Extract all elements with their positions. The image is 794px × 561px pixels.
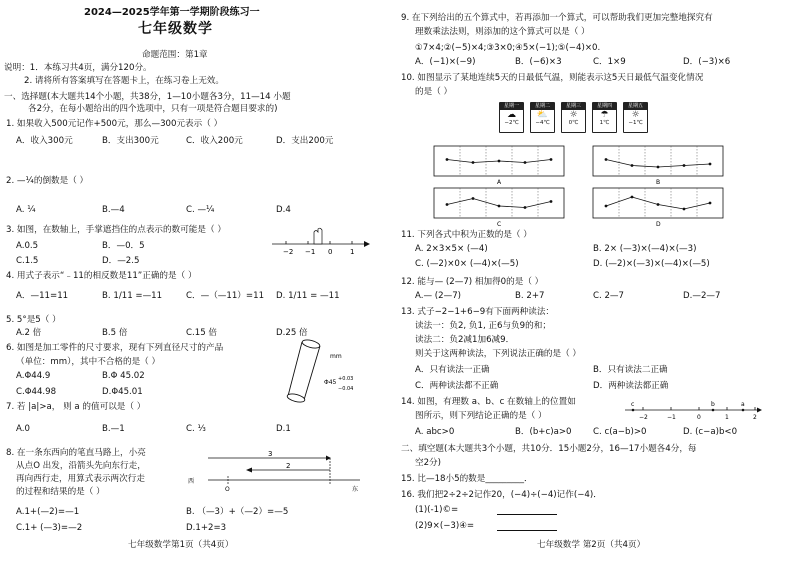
chart-point <box>446 203 449 206</box>
svg-text:3: 3 <box>268 450 273 458</box>
chart-point <box>550 158 553 161</box>
weather-card-thu: 星期四 ☂ 1℃ <box>592 102 617 133</box>
q16-blank-2[interactable] <box>497 530 557 531</box>
chart-option-label: D <box>656 221 661 228</box>
q7-option-d: D.1 <box>276 424 291 434</box>
q9-option-b: B．(−6)×3 <box>515 57 562 67</box>
q9-option-c: C．1×9 <box>593 57 626 67</box>
svg-text:−2: −2 <box>639 414 648 421</box>
q13-reading-2: 读法二：负2减1加6减9． <box>415 335 515 345</box>
q6-option-a: A.Φ44.9 <box>16 371 51 381</box>
chart-frame <box>593 188 723 218</box>
q12-option-d: D.—2—7 <box>683 291 721 301</box>
question-3: 3. 如图，在数轴上，手掌遮挡住的点表示的数可能是（ ） <box>6 225 226 235</box>
q14-option-b: B．(b+c)a>0 <box>515 427 572 437</box>
q7-option-b: B.—1 <box>102 424 125 434</box>
scope-text: 命题范围：第1章 <box>142 50 208 60</box>
section-2-heading: 二、填空题(本大题共3个小题，共10分．15小题2分，16—17小题各4分，每 <box>401 444 697 454</box>
svg-text:2: 2 <box>753 414 757 421</box>
q8-option-a: A.1+(—2)=—1 <box>16 507 80 517</box>
chart-option-label: C <box>497 221 502 228</box>
q5-option-d: D.25 倍 <box>276 328 308 338</box>
q8-option-b: B. （—3）+（—2）=—5 <box>186 507 289 517</box>
question-4: 4. 用式子表示“﹣11的相反数是11”正确的是（ ） <box>6 271 197 281</box>
weather-card-fri: 星期五 ☼ −1℃ <box>623 102 648 133</box>
question-9-cont: 理数乘法法则，则添加的这个算式可以是（ ） <box>415 27 590 37</box>
q4-option-c: C．—（—11）=11 <box>186 291 265 301</box>
q12-option-a: A.— (2—7) <box>415 291 462 301</box>
q11-option-b: B. 2× (—3)×(—4)×(—3) <box>593 244 697 254</box>
q5-option-c: C.15 倍 <box>186 328 217 338</box>
chart-option-label: A <box>497 179 502 186</box>
q2-option-c: C. —¼ <box>186 205 215 215</box>
chart-point <box>605 158 608 161</box>
q12-option-c: C. 2—7 <box>593 291 624 301</box>
svg-text:a: a <box>741 401 745 408</box>
section-1-heading-cont: 各2分，在每小题给出的四个选项中，只有一项是符合题目要求的) <box>28 104 278 114</box>
question-1: 1. 如果收入500元记作+500元，那么—300元表示（ ） <box>6 119 223 129</box>
q13-option-d: D．两种读法都正确 <box>593 381 669 391</box>
q10-option-d-chart <box>593 188 723 226</box>
chart-point <box>524 206 527 209</box>
chart-point <box>524 161 527 164</box>
svg-text:mm: mm <box>330 353 342 360</box>
note-2: 2. 请将所有答案填写在答题卡上，在练习卷上无效。 <box>24 76 224 86</box>
q11-option-c: C. (—2)×0× (—4)×(—5) <box>415 259 519 269</box>
q7-option-a: A.0 <box>16 424 30 434</box>
q13-reading-1: 读法一：负2, 负1, 正6与负9的和； <box>415 321 551 331</box>
q3-option-c: C.1.5 <box>16 256 39 266</box>
page-title: 七年级数学 <box>138 21 213 37</box>
question-16: 16. 我们把2÷2÷2记作20，(−4)÷(−4)记作(−4)． <box>401 490 602 500</box>
chart-point <box>683 164 686 167</box>
partly-cloudy-icon: ⛅ <box>536 110 549 120</box>
question-7: 7. 若 |a|>a， 则 a 的值可以是（ ） <box>6 402 146 412</box>
q12-option-b: B. 2+7 <box>515 291 545 301</box>
svg-text:Φ45: Φ45 <box>324 379 337 386</box>
svg-text:1: 1 <box>725 414 729 421</box>
q4-option-a: A．—11=11 <box>16 291 69 301</box>
section-2-heading-cont: 空2分) <box>415 458 442 468</box>
svg-text:−1: −1 <box>667 414 676 421</box>
question-15: 15. 比—18小5的数是_________． <box>401 474 533 484</box>
q6-option-b: B.Φ 45.02 <box>102 371 145 381</box>
question-14: 14. 如图，有理数 a、b、c 在数轴上的位置如 <box>401 397 576 407</box>
q14-option-c: C. c(a−b)>0 <box>593 427 647 437</box>
question-8: 8. 在一条东西向的笔直马路上，小亮 <box>6 448 146 458</box>
svg-text:b: b <box>711 401 715 408</box>
question-9: 9. 在下列给出的五个算式中，若再添加一个算式，可以帮助我们更加完整地探究有 <box>401 13 713 23</box>
q2-option-d: D.4 <box>276 205 291 215</box>
svg-text:O: O <box>225 486 230 493</box>
svg-text:0: 0 <box>328 248 333 256</box>
q5-option-a: A.2 倍 <box>16 328 42 338</box>
q11-option-a: A. 2×3×5× (—4) <box>415 244 488 254</box>
page-2 <box>397 0 794 561</box>
question-5: 5. 5°是5（ ） <box>6 315 61 325</box>
chart-option-label: B <box>656 179 661 186</box>
q16-blank-1[interactable] <box>497 514 557 515</box>
svg-text:c: c <box>631 401 635 408</box>
question-9-list: ①7×4;②(−5)×4;③3×0;④5×(−1);⑤(−4)×0. <box>415 43 601 53</box>
question-14-cont: 图所示，则下列结论正确的是（ ） <box>415 411 547 421</box>
svg-text:1: 1 <box>350 248 355 256</box>
chart-point <box>472 161 475 164</box>
svg-text:−1: −1 <box>305 248 316 256</box>
q13-option-b: B．只有读法二正确 <box>593 365 668 375</box>
q3-option-b: B．—0．5 <box>102 241 145 251</box>
chart-point <box>657 203 660 206</box>
svg-text:西: 西 <box>188 478 195 485</box>
question-8-line2: 从点O 出发，沿箭头先向东行走， <box>16 461 146 471</box>
note-1: 说明：1．本练习共4页，满分120分。 <box>4 63 152 73</box>
question-13: 13. 式子−2−1+6−9有下面两种读法： <box>401 307 555 317</box>
question-6-cont: （单位：mm），其中不合格的是（ ） <box>16 357 161 367</box>
question-6: 6. 如图是加工零件的尺寸要求，现有下列直径尺寸的产品 <box>6 343 224 353</box>
q3-option-d: D．—2.5 <box>102 256 140 266</box>
q3-option-a: A.0.5 <box>16 241 39 251</box>
q16-part-2: (2)9×(−3)④= <box>415 521 475 531</box>
cloud-icon: ☁ <box>507 110 516 120</box>
q13-option-c: C．两种读法都不正确 <box>415 381 499 391</box>
q14-number-line <box>625 398 765 424</box>
chart-point <box>550 200 553 203</box>
question-10: 10. 如图显示了某地连续5天的日最低气温，则能表示这5天日最低气温变化情况 <box>401 73 704 83</box>
q4-option-b: B. 1/11 =—11 <box>102 291 163 301</box>
chart-point <box>683 208 686 211</box>
chart-point <box>631 164 634 167</box>
section-1-heading: 一、选择题(本大题共14个小题，共38分，1—10小题各3分，11—14 小题 <box>4 92 291 102</box>
q11-option-d: D. (—2)×(—3)×(—4)×(—5) <box>593 259 710 269</box>
chart-point <box>709 163 712 166</box>
sun-icon: ☼ <box>631 110 640 120</box>
q13-prompt: 则关于这两种读法，下列说法正确的是（ ） <box>415 349 582 359</box>
q6-option-c: C.Φ44.98 <box>16 387 57 397</box>
q14-option-d: D. (c−a)b<0 <box>683 427 738 437</box>
svg-text:0: 0 <box>697 414 701 421</box>
q3-number-line <box>272 228 372 256</box>
q2-option-b: B.—4 <box>102 205 125 215</box>
chart-point <box>498 205 501 208</box>
question-8-line4: 的过程和结果的是（ ） <box>16 487 105 497</box>
chart-point <box>709 202 712 205</box>
chart-point <box>446 158 449 161</box>
palm-icon <box>314 228 322 244</box>
svg-text:2: 2 <box>286 462 291 470</box>
svg-text:−0.04: −0.04 <box>338 386 354 392</box>
chart-point <box>605 205 608 208</box>
q1-option-d: D．支出200元 <box>276 136 334 146</box>
q1-option-c: C．收入200元 <box>186 136 243 146</box>
q6-cylinder-figure <box>286 330 366 410</box>
chart-point <box>631 196 634 199</box>
q5-option-b: B.5 倍 <box>102 328 128 338</box>
page-2-footer: 七年级数学 第2页（共4页） <box>537 540 646 550</box>
q8-option-c: C.1+ (—3)=—2 <box>16 523 83 533</box>
question-8-line3: 再向西行走，用算式表示两次行走 <box>16 474 145 484</box>
page-1-footer: 七年级数学第1页（共4页） <box>128 540 234 550</box>
q14-option-a: A. abc>0 <box>415 427 455 437</box>
chart-point <box>657 166 660 169</box>
question-2: 2. —¼的倒数是（ ） <box>6 176 89 186</box>
q1-option-b: B．支出300元 <box>102 136 159 146</box>
q8-option-d: D.1+2=3 <box>186 523 227 533</box>
svg-text:+0.03: +0.03 <box>338 376 354 382</box>
q16-part-1: (1)(-1)©= <box>415 505 459 515</box>
exam-header: 2024—2025学年第一学期阶段练习一 <box>84 7 260 18</box>
weather-card-mon: 星期一 ☁ −2℃ <box>499 102 524 133</box>
rain-icon: ☂ <box>600 110 609 120</box>
question-11: 11. 下列各式中积为正数的是（ ） <box>401 230 532 240</box>
q6-option-d: D.Φ45.01 <box>102 387 143 397</box>
q2-option-a: A. ¼ <box>16 205 36 215</box>
question-10-cont: 的是（ ） <box>415 87 453 97</box>
svg-text:东: 东 <box>352 486 359 493</box>
q13-option-a: A．只有读法一正确 <box>415 365 490 375</box>
weather-card-tue: 星期二 ⛅ −4℃ <box>530 102 555 133</box>
sun-icon: ☼ <box>569 110 578 120</box>
q1-option-a: A．收入300元 <box>16 136 73 146</box>
chart-point <box>498 160 501 163</box>
q10-option-a-chart <box>434 146 564 184</box>
svg-text:−2: −2 <box>283 248 294 256</box>
q9-option-d: D．(−3)×6 <box>683 57 731 67</box>
q10-option-c-chart <box>434 188 564 226</box>
q7-option-c: C. ⅓ <box>186 424 206 434</box>
question-12: 12. 能与— (2—7) 相加得0的是（ ） <box>401 277 544 287</box>
q9-option-a: A．(−1)×(−9) <box>415 57 476 67</box>
q8-walk-figure <box>188 450 368 494</box>
q4-option-d: D. 1/11 = —11 <box>276 291 340 301</box>
weather-card-wed: 星期三 ☼ 0℃ <box>561 102 586 133</box>
chart-point <box>472 197 475 200</box>
q10-option-b-chart <box>593 146 723 184</box>
